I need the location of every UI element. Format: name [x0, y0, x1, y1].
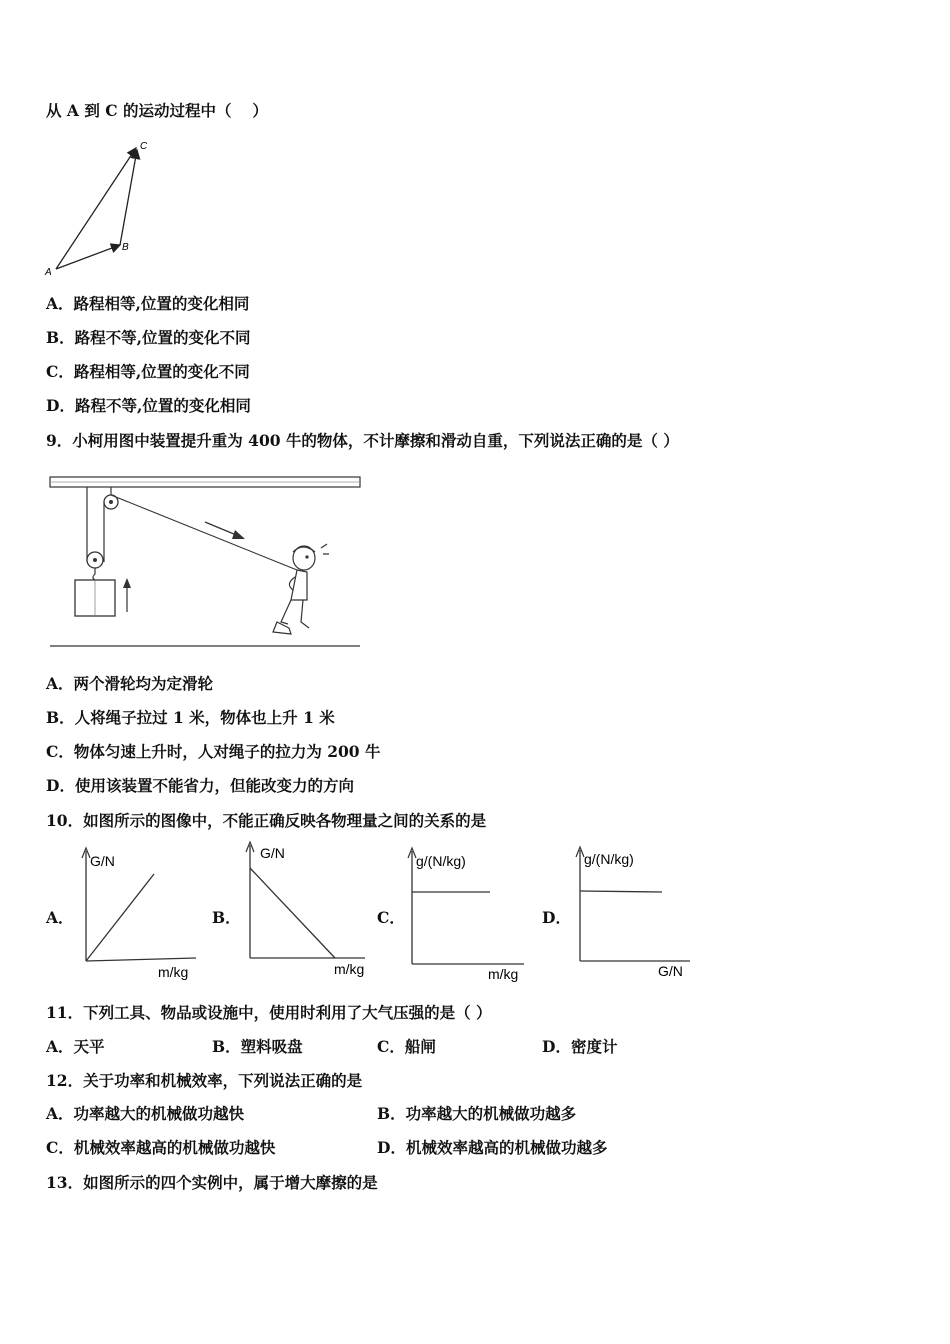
- rope-to-person: [111, 495, 297, 570]
- q10-graph-a: [76, 846, 206, 984]
- q8-option-d: D．路程不等,位置的变化相同: [46, 396, 251, 415]
- graph-b-xlabel: m/kg: [334, 961, 365, 977]
- q10-graph-b-label: B．: [212, 908, 241, 927]
- path-b-to-c-line: [120, 150, 137, 245]
- graph-a-ylabel: G/N: [90, 853, 115, 869]
- point-a-label: A: [45, 267, 52, 278]
- q9-option-d: D．使用该装置不能省力，但能改变力的方向: [46, 776, 354, 795]
- q10-stem: 10．如图所示的图像中，不能正确反映各物理量之间的关系的是: [46, 811, 487, 830]
- q10-graph-c-label: C．: [377, 908, 405, 927]
- q8-trajectory-figure: [40, 136, 160, 278]
- q9-option-a: A．两个滑轮均为定滑轮: [46, 674, 214, 693]
- q8-option-b: B．路程不等,位置的变化不同: [46, 328, 251, 347]
- graph-b-line: [250, 868, 335, 958]
- q10-graph-a-label: A．: [46, 908, 74, 927]
- q11-option-b: B．塑料吸盘: [212, 1037, 303, 1056]
- graph-a-xlabel: m/kg: [158, 964, 189, 980]
- q8-option-a: A．路程相等,位置的变化相同: [46, 294, 250, 313]
- q11-option-d: D．密度计: [542, 1037, 618, 1056]
- q9-option-b: B．人将绳子拉过 1 米，物体也上升 1 米: [46, 708, 335, 727]
- point-b-label: B: [122, 242, 129, 253]
- q12-option-c: C．机械效率越高的机械做功越快: [46, 1138, 276, 1157]
- q11-option-c: C．船闸: [377, 1037, 436, 1056]
- q13-stem: 13．如图所示的四个实例中，属于增大摩擦的是: [46, 1173, 378, 1192]
- graph-d-ylabel: g/(N/kg): [584, 851, 634, 867]
- q9-stem: 9．小柯用图中装置提升重为 400 牛的物体，不计摩擦和滑动自重，下列说法正确的是（ ）: [46, 431, 679, 450]
- q11-option-a: A．天平: [46, 1037, 105, 1056]
- q10-graph-d-label: D．: [542, 908, 571, 927]
- q10-graph-d: [570, 845, 700, 983]
- up-arrow-icon: [123, 578, 131, 588]
- point-c-label: C: [140, 141, 148, 152]
- graph-c-ylabel: g/(N/kg): [416, 853, 466, 869]
- graph-c-xlabel: m/kg: [488, 966, 519, 982]
- q9-option-c: C．物体匀速上升时，人对绳子的拉力为 200 牛: [46, 742, 381, 761]
- graph-a-line: [86, 874, 154, 961]
- q8-stem: 从 A 到 C 的运动过程中（ ）: [46, 101, 268, 120]
- q12-stem: 12．关于功率和机械效率，下列说法正确的是: [46, 1071, 363, 1090]
- q12-option-a: A．功率越大的机械做功越快: [46, 1104, 245, 1123]
- q9-pulley-figure: [45, 472, 365, 652]
- q12-option-d: D．机械效率越高的机械做功越多: [377, 1138, 608, 1157]
- q12-option-b: B．功率越大的机械做功越多: [377, 1104, 577, 1123]
- q11-stem: 11．下列工具、物品或设施中，使用时利用了大气压强的是（ ）: [46, 1003, 492, 1022]
- q10-graph-b: [240, 840, 380, 980]
- person-figure: [273, 544, 329, 634]
- graph-d-xlabel: G/N: [658, 963, 683, 979]
- pull-arrow-icon: [232, 530, 245, 539]
- graph-b-ylabel: G/N: [260, 845, 285, 861]
- path-a-to-b-line: [56, 245, 120, 269]
- q8-option-c: C．路程相等,位置的变化不同: [46, 362, 250, 381]
- graph-d-line: [580, 891, 662, 892]
- q10-graph-c: [402, 846, 534, 984]
